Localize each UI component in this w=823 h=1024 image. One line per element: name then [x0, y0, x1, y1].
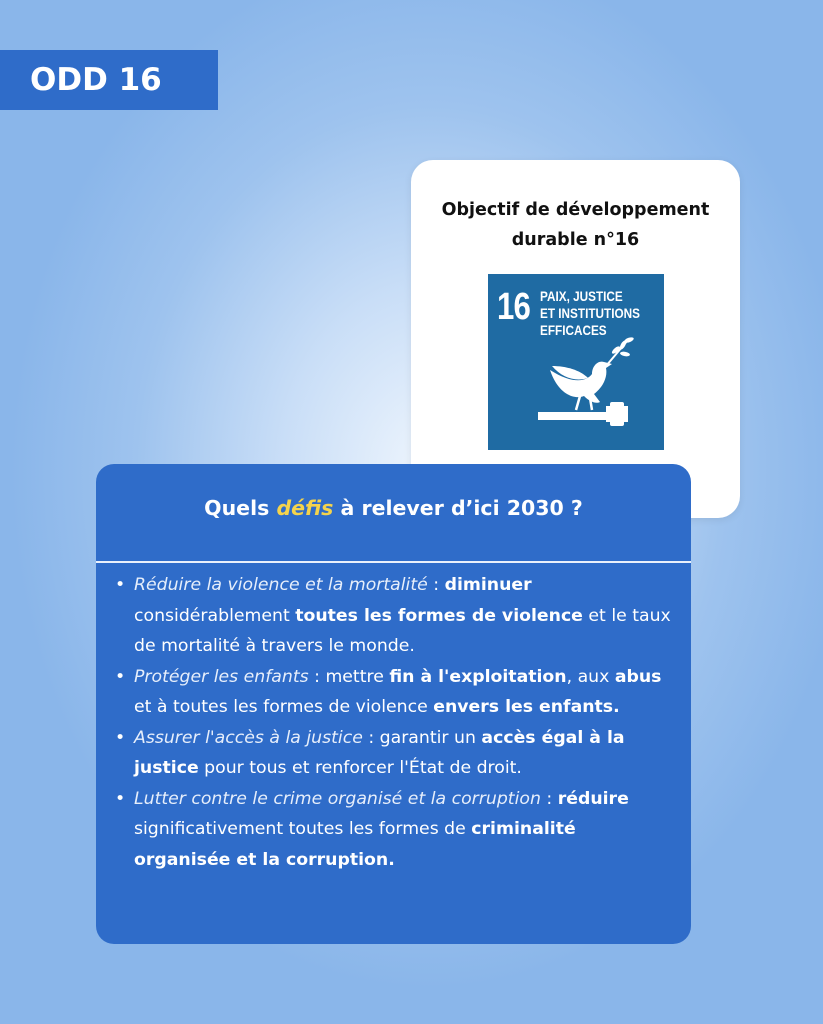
item-heading: Réduire la violence et la mortalité: [134, 575, 428, 595]
card-title: [411, 195, 740, 255]
list-item: [114, 662, 675, 723]
item-bold: accès égal à la justice: [134, 727, 625, 778]
panel-title-highlight: défis: [276, 496, 334, 520]
sdg-text-line2: ET INSTITUTIONS: [540, 305, 640, 321]
card-title-line2: durable n°16: [511, 230, 640, 250]
item-bold: criminalité organisée et la corruption.: [134, 819, 576, 870]
item-text: , aux: [566, 666, 615, 687]
item-bold: abus: [614, 666, 662, 687]
item-text: significativement toutes les formes de: [134, 819, 472, 839]
sdg-number: 16: [497, 286, 531, 328]
item-bold: envers les enfants.: [433, 697, 620, 717]
challenges-list: [114, 570, 675, 875]
challenges-panel: [96, 464, 691, 944]
sdg-16-tile: [488, 274, 664, 450]
list-item: [114, 570, 675, 662]
item-text: : mettre: [308, 666, 390, 687]
sdg-text-line3: EFFICACES: [540, 322, 607, 338]
item-bold: diminuer: [444, 575, 532, 595]
item-bold: toutes les formes de violence: [295, 605, 583, 626]
panel-title-after: à relever d’ici 2030 ?: [333, 496, 583, 520]
item-bold: réduire: [557, 788, 629, 809]
item-text: :: [427, 575, 445, 595]
panel-title: [96, 496, 691, 520]
item-text: : garantir un: [362, 727, 482, 748]
item-text: et le taux de mortalité à travers le monde.: [134, 605, 671, 656]
item-text: :: [540, 788, 558, 809]
item-heading: Lutter contre le crime organisé et la corruption: [134, 788, 541, 809]
item-text: et à toutes les formes de violence: [134, 697, 434, 717]
card-title-line1: Objectif de développement: [441, 200, 710, 220]
list-item: [114, 784, 675, 876]
item-text: pour tous et renforcer l'État de droit.: [198, 758, 522, 778]
odd-badge-label: ODD 16: [30, 62, 162, 98]
sdg-text-line1: PAIX, JUSTICE: [540, 288, 623, 304]
dove-gavel-icon: [488, 274, 664, 450]
item-text: considérablement: [134, 605, 296, 626]
item-heading: Assurer l'accès à la justice: [134, 727, 363, 748]
odd-badge: [0, 50, 218, 110]
item-bold: fin à l'exploitation: [389, 666, 567, 687]
panel-divider: [96, 561, 691, 563]
panel-title-before: Quels: [204, 496, 277, 520]
item-heading: Protéger les enfants: [134, 666, 309, 687]
list-item: [114, 723, 675, 784]
